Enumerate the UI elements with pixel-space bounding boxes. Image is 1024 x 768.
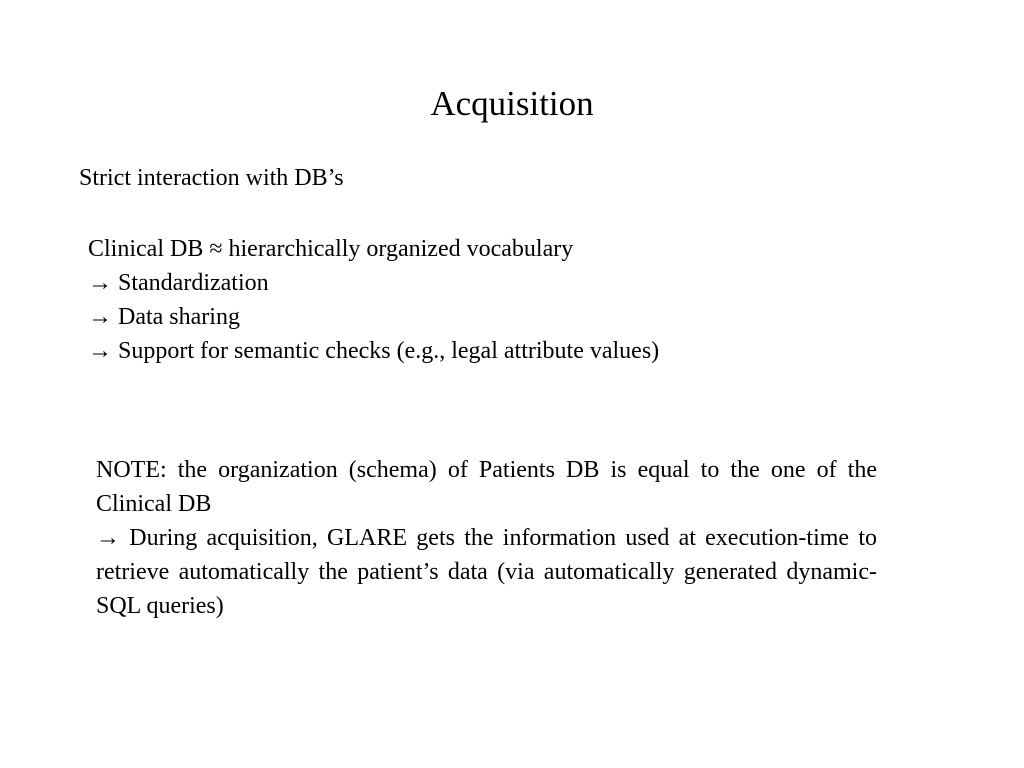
point-semantic-checks: → Support for semantic checks (e.g., legal attribute values): [88, 338, 660, 364]
point-standardization: → Standardization: [88, 270, 269, 296]
note-block: [96, 453, 877, 623]
slide-title: Acquisition: [430, 84, 594, 123]
point-data-sharing: → Data sharing: [88, 304, 240, 330]
note-schema-text: NOTE: the organization (schema) of Patients DB is equal to the one of the Clinical DB: [96, 457, 877, 517]
point-list: [88, 232, 659, 368]
slide-subtitle: Strict interaction with DB’s: [79, 165, 344, 191]
point-clinical-db: Clinical DB ≈ hierarchically organized vocabulary: [88, 236, 574, 262]
note-acquisition-text: → During acquisition, GLARE gets the information used at execution-time to retrieve automatically the patient’s data (via automatically generated dynamic-SQL queries): [96, 525, 877, 619]
